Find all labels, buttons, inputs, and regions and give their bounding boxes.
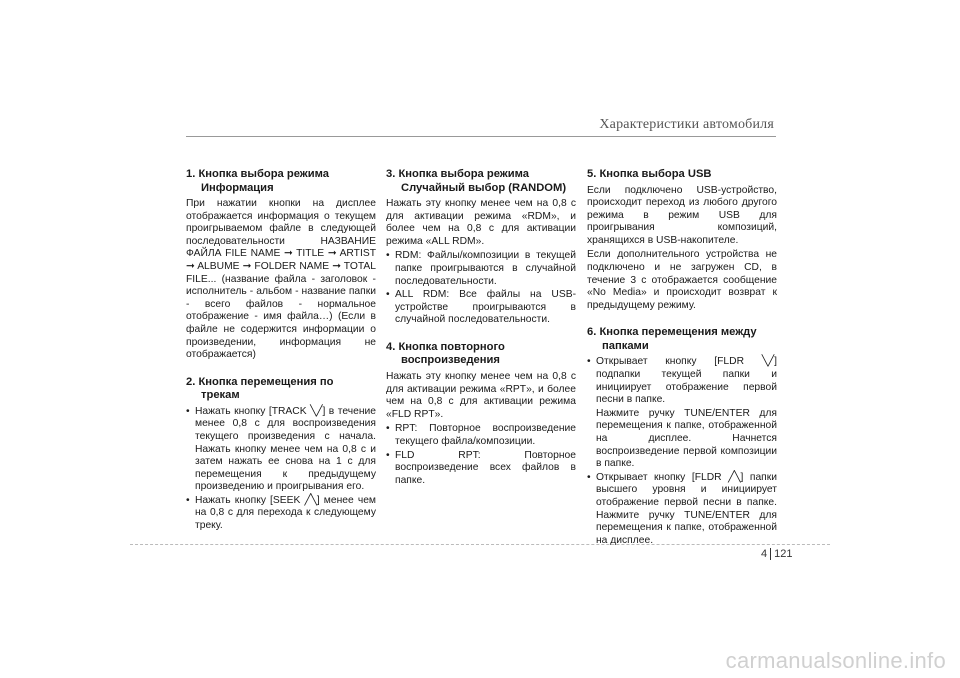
section-heading-line1: 6. Кнопка перемещения между [587, 326, 757, 339]
section-heading [186, 168, 376, 195]
column-2 [386, 150, 576, 489]
column-3 [587, 150, 777, 549]
paragraph: Если дополнительного устройства не подключено и не загружен CD, в течение 3 с отображается сообщение «No Media» и происходит возврат к предыдущему режиму. [587, 249, 777, 311]
paragraph: При нажатии кнопки на дисплее отображается информация о текущем проигрываемом файле в следующей последовательности НАЗВАНИЕ ФАЙЛА FILE NAME ➞ TITLE ➞ ARTIST ➞ ALBUME ➞ FOLDER NAME ➞ TOTAL FILE... (название файла - заголовок - исполнитель - альбом - название папки - всего файлов - нормальное отображение - имя файла…) (Если в файле не содержится информации о произведении, информация не отображается) [186, 198, 376, 361]
section-heading-line1: 5. Кнопка выбора USB [587, 168, 712, 180]
section-heading [186, 376, 376, 403]
section-heading-line1: 2. Кнопка перемещения по [186, 375, 334, 388]
list-item: • Нажать кнопку [SEEK ╱╲] менее чем на 0,8 с для перехода к следующему треку. [186, 495, 376, 533]
section-heading [587, 326, 777, 353]
list-item: • FLD RPT: Повторное воспроизведение всех файлов в папке. [386, 450, 576, 488]
bullet-list [587, 356, 777, 547]
page-number-value: 121 [774, 548, 793, 560]
paragraph: Если подключено USB-устройство, происходит переход из любого другого режима в режим USB для проигрывания композиций, хранящихся в USB-накопителе. [587, 184, 777, 246]
section-heading-line2: воспроизведения [401, 354, 500, 367]
section-heading-line2: Информация [201, 181, 274, 194]
paragraph: Нажать эту кнопку менее чем на 0,8 с для активации режима «RDM», и более чем на 0,8 с для активации режима «ALL RDM». [386, 198, 576, 247]
column-1 [186, 150, 376, 535]
section-heading-line1: 1. Кнопка выбора режима [186, 168, 329, 180]
bullet-list [386, 250, 576, 327]
list-item: • Открывает кнопку [FLDR ╱╲] папки высшего уровня и инициирует отображение первой песни в папке. Нажмите ручку TUNE/ENTER для перемещения к папке, отображенной на дисплее. [587, 472, 777, 548]
chapter-title: Характеристики автомобиля [599, 117, 774, 132]
list-item: • RPT: Повторное воспроизведение текущего файла/композиции. [386, 423, 576, 448]
list-item-continuation: Нажмите ручку TUNE/ENTER для перемещения к папке, отображенной на дисплее. Начнется воспроизведение первой композиции в папке. [596, 407, 777, 470]
page-separator [770, 548, 771, 560]
section-heading-line1: 4. Кнопка повторного [386, 340, 505, 353]
list-item: • RDM: Файлы/композиции в текущей папке проигрываются в случайной последовательности. [386, 250, 576, 288]
paragraph: Нажать эту кнопку менее чем на 0,8 с для активации режима «RPT», и более чем на 0,8 с для активации режима «FLD RPT». [386, 370, 576, 420]
section-heading [386, 168, 576, 195]
section-heading-line2: Случайный выбор (RANDOM) [401, 181, 567, 194]
section-heading-line1: 3. Кнопка выбора режима [386, 168, 529, 180]
section-heading-line2: трекам [201, 389, 240, 402]
section-heading [386, 341, 576, 368]
bullet-list [386, 423, 576, 487]
list-item: • ALL RDM: Все файлы на USB-устройстве проигрываются в случайной последовательности. [386, 289, 576, 327]
section-heading [587, 168, 777, 182]
page-number [761, 548, 792, 560]
list-item: • Открывает кнопку [FLDR ╲╱] подпапки текущей папки и инициирует отображение первой песни в папке. [587, 356, 777, 406]
header-rule [186, 136, 776, 137]
watermark: carmanualsonline.info [725, 648, 946, 673]
footer-rule [130, 544, 830, 545]
section-heading-line2: папками [602, 339, 649, 352]
chapter-number: 4 [761, 548, 768, 560]
list-item: • Нажать кнопку [TRACK ╲╱] в течение менее 0,8 с для воспроизведения текущего произведения с начала. Нажать кнопку менее чем на 0,8 с и затем нажать ее снова на 1 с для перемещения к предыдущему произведению и проигрывания его. [186, 406, 376, 494]
bullet-list [186, 406, 376, 533]
